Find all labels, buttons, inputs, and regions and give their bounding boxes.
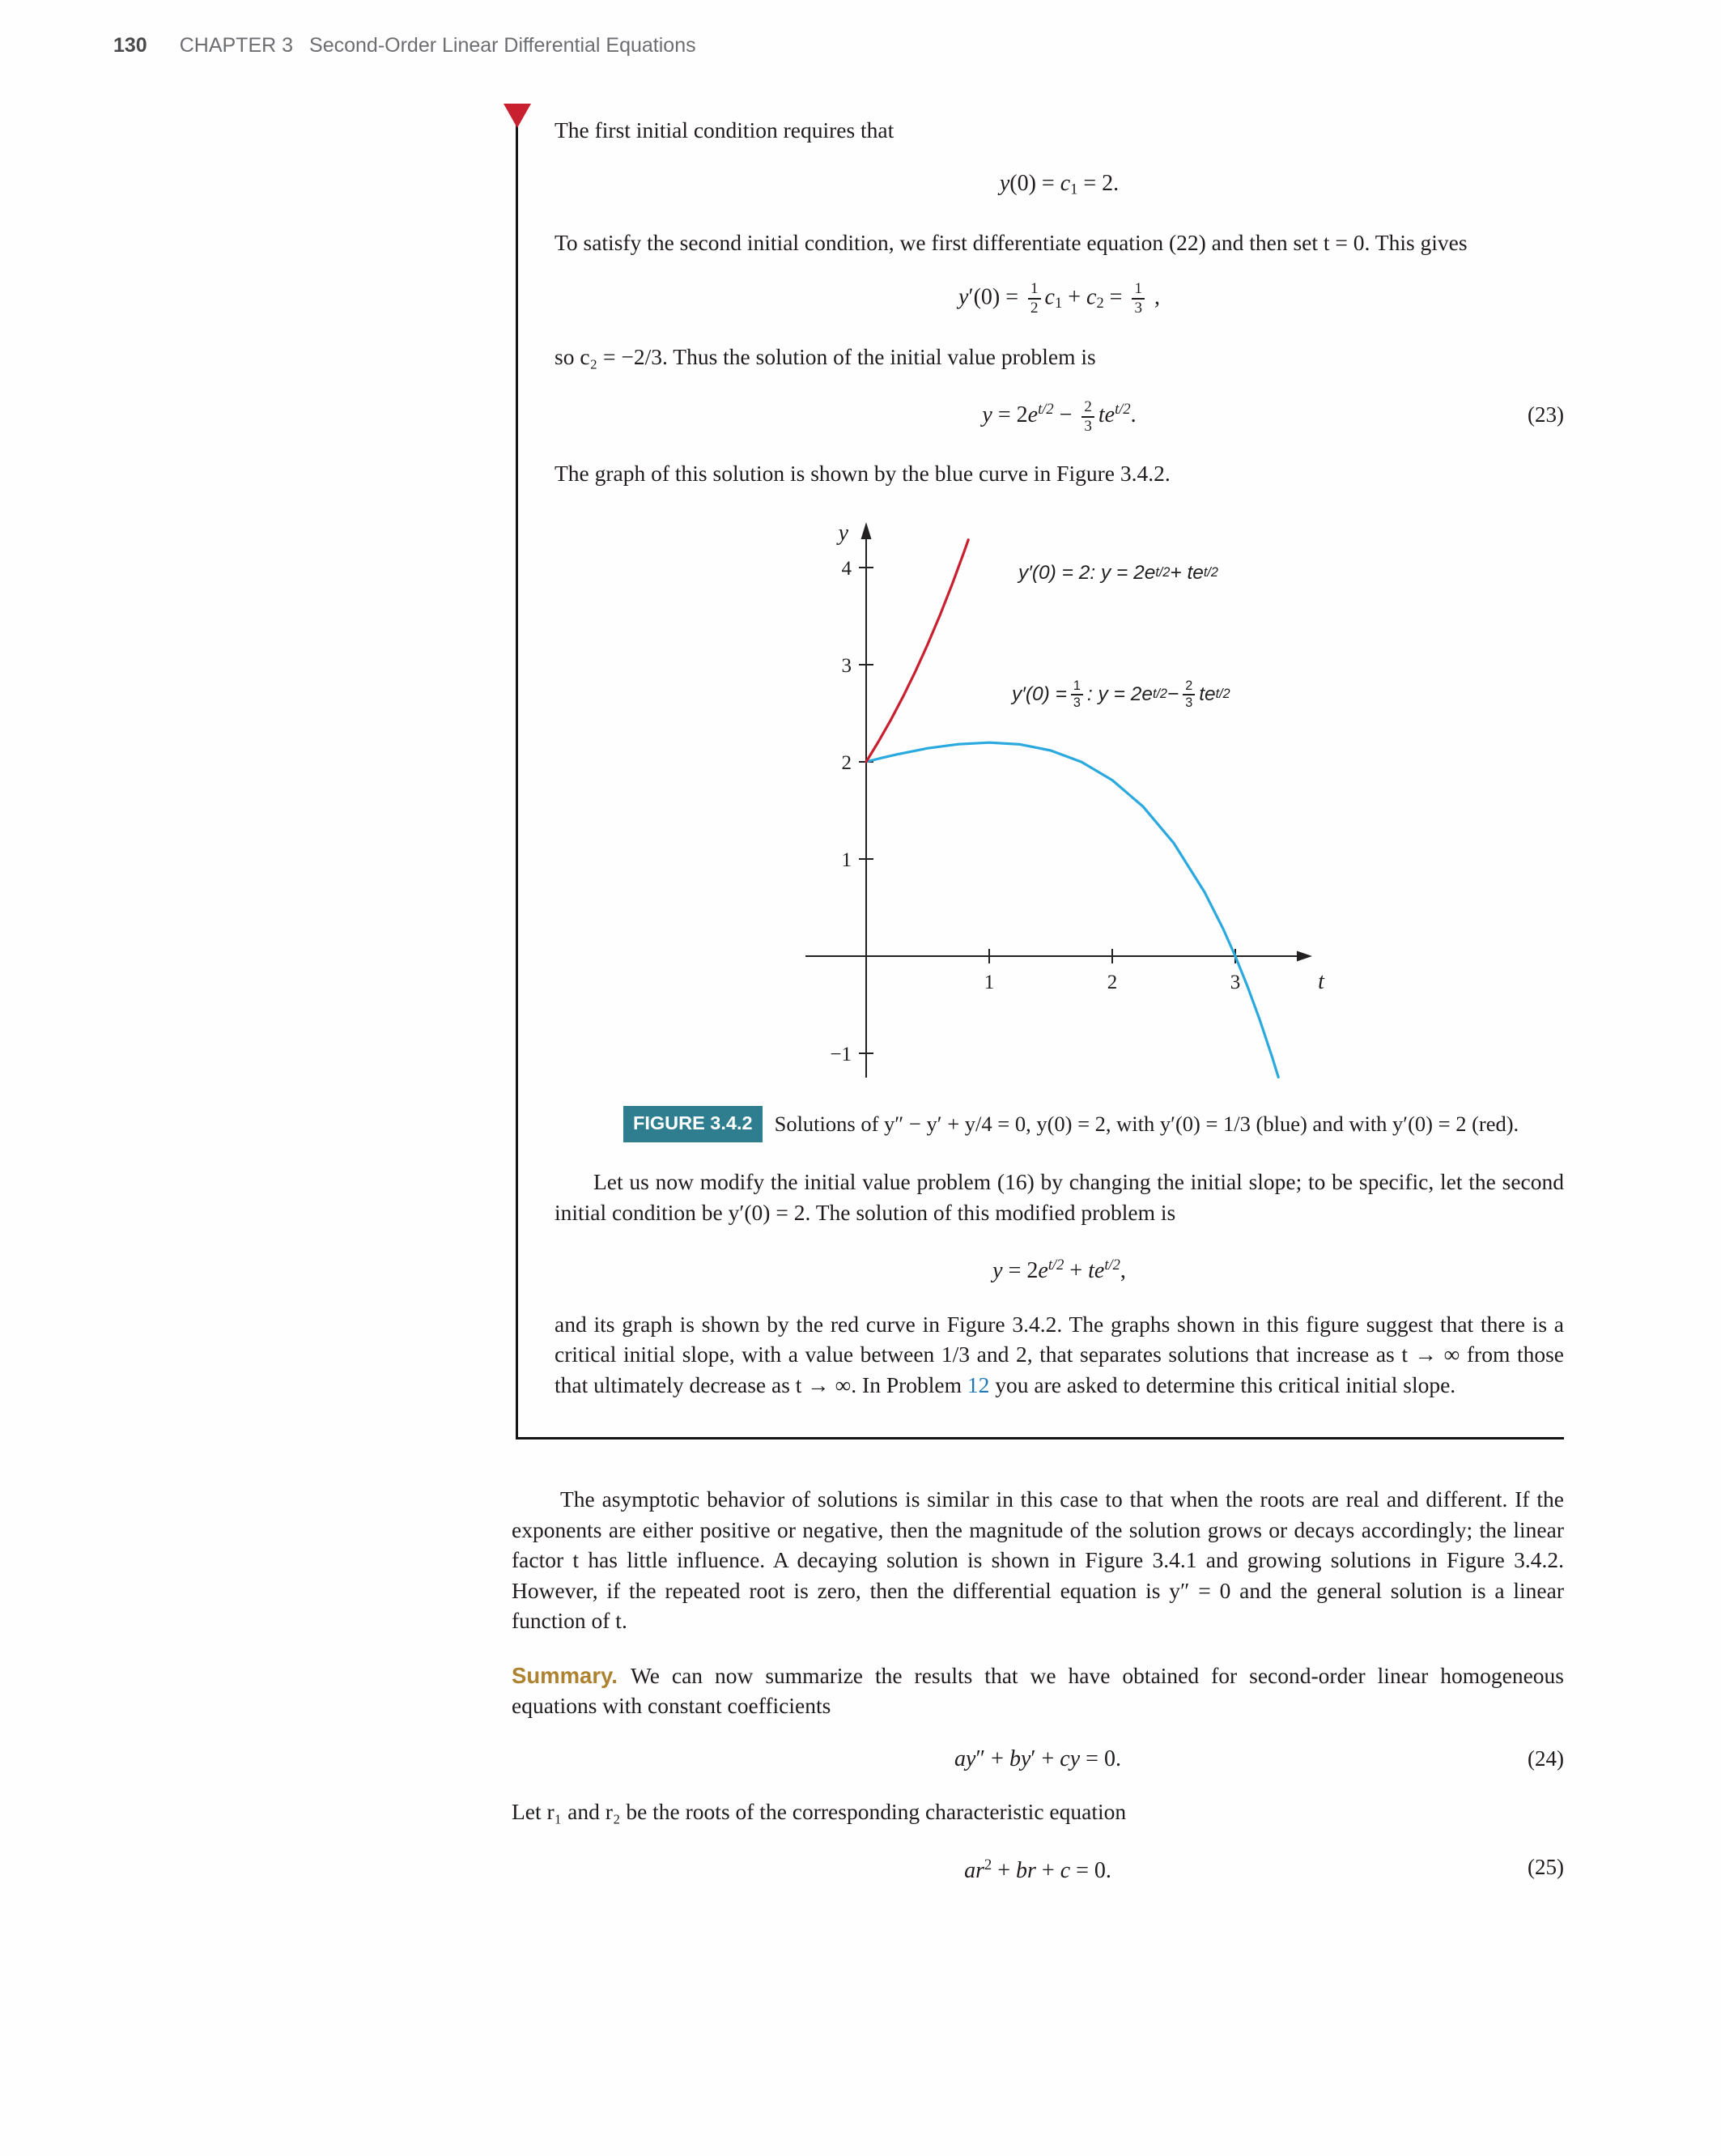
main-paragraph-roots: Let r₁ and r₂ be the roots of the corresponding characteristic equation xyxy=(512,1799,1127,1825)
equation-23-tag: (23) xyxy=(1528,402,1564,427)
content-column xyxy=(512,107,1564,1908)
example-paragraph-5: Let us now modify the initial value problem (16) by changing the initial slope; to be specific, let the second initial condition be y′(0) = 2. The solution of this modified problem is xyxy=(555,1169,1564,1225)
summary-label: Summary. xyxy=(512,1662,618,1688)
example-block xyxy=(516,107,1564,1439)
figure-caption xyxy=(623,1108,1534,1144)
figure-caption-text: Solutions of y″ − y′ + y/4 = 0, y(0) = 2, with y′(0) = 1/3 (blue) and with y′(0) = 2 (red). xyxy=(774,1112,1519,1137)
red-curve-label: y′(0) = 2: y = 2e t/2 + te t/2 xyxy=(1018,562,1218,585)
equation-25-tag: (25) xyxy=(1528,1855,1564,1880)
equation-modified: $y = 2e^{t/2} + te^{t/2}$, xyxy=(992,1257,1126,1284)
equation-23: $y = 2e^{t/2}$ − $\frac{2}{3}$ $te^{t/2}$. (23) xyxy=(982,398,1564,435)
example-paragraph-1: The first initial condition requires that xyxy=(555,117,894,142)
equation-24: ay″ + by′ + cy = 0. (24) xyxy=(512,1744,1564,1775)
example-paragraph-3: so c₂ = −2/3. Thus the solution of the initial value problem is xyxy=(555,343,1096,369)
problem-12-link[interactable]: 12 xyxy=(967,1371,990,1397)
svg-text:t: t xyxy=(1318,969,1324,995)
svg-text:4: 4 xyxy=(841,558,852,580)
chapter-label: CHAPTER 3 xyxy=(179,34,294,57)
equation-y0: y(0) = c1 = 2. xyxy=(999,170,1120,198)
running-head xyxy=(113,34,696,57)
figure-3-4-2 xyxy=(799,512,1333,1091)
svg-text:3: 3 xyxy=(1230,972,1241,994)
equation-25: $ar^2$ + br + c = 0. (25) xyxy=(512,1850,1564,1886)
chapter-title: Second-Order Linear Differential Equations xyxy=(309,34,696,57)
example-marker-triangle-icon xyxy=(504,104,531,128)
blue-curve-label: y′(0) = $\frac{1}{3}$ : y = 2e t/2 − $\frac{2}{3}$ te t/2 xyxy=(1012,678,1230,710)
figure-plot xyxy=(799,512,1333,1091)
equation-yprime0: y′(0) = $\frac{1}{2}$ c1 + c2 = $\frac{1}{3}$ , xyxy=(958,280,1160,317)
svg-text:−1: −1 xyxy=(830,1044,852,1066)
svg-text:1: 1 xyxy=(841,849,852,872)
figure-caption-badge: FIGURE 3.4.2 xyxy=(623,1106,763,1142)
example-paragraph-2: To satisfy the second initial condition, we first differentiate equation (22) and then set t = 0. This gives xyxy=(555,229,1468,255)
main-paragraph-asymptotic: The asymptotic behavior of solutions is similar in this case to that when the roots are real and different. If the exponents are either positive or negative, then the magnitude of the solution grows or decays accordingly; the linear factor t has little influence. A decaying solution is shown in Figure 3.4.1 and growing solutions in Figure 3.4.2. However, if the repeated root is zero, then the differential equation is y″ = 0 and the general solution is a linear function of t. xyxy=(512,1486,1564,1634)
example-paragraph-4: The graph of this solution is shown by the blue curve in Figure 3.4.2. xyxy=(555,460,1171,486)
svg-text:2: 2 xyxy=(841,752,852,775)
summary-paragraph: Summary. We can now summarize the results that we have obtained for second-order linear homogeneous equations with constant coefficients xyxy=(512,1662,1564,1719)
example-paragraph-6: and its graph is shown by the red curve in Figure 3.4.2. The graphs shown in this figure suggest that there is a critical initial slope, with a value between 1/3 and 2, that separates solutions that increase as t → ∞ from those that ultimately decrease as t → ∞. In Problem 12 you are asked to determine this critical initial slope. xyxy=(555,1311,1564,1397)
svg-text:1: 1 xyxy=(984,972,995,994)
svg-text:2: 2 xyxy=(1107,972,1118,994)
equation-24-tag: (24) xyxy=(1528,1746,1564,1771)
svg-text:3: 3 xyxy=(841,655,852,678)
page-number: 130 xyxy=(113,34,147,57)
svg-text:y: y xyxy=(838,521,848,546)
